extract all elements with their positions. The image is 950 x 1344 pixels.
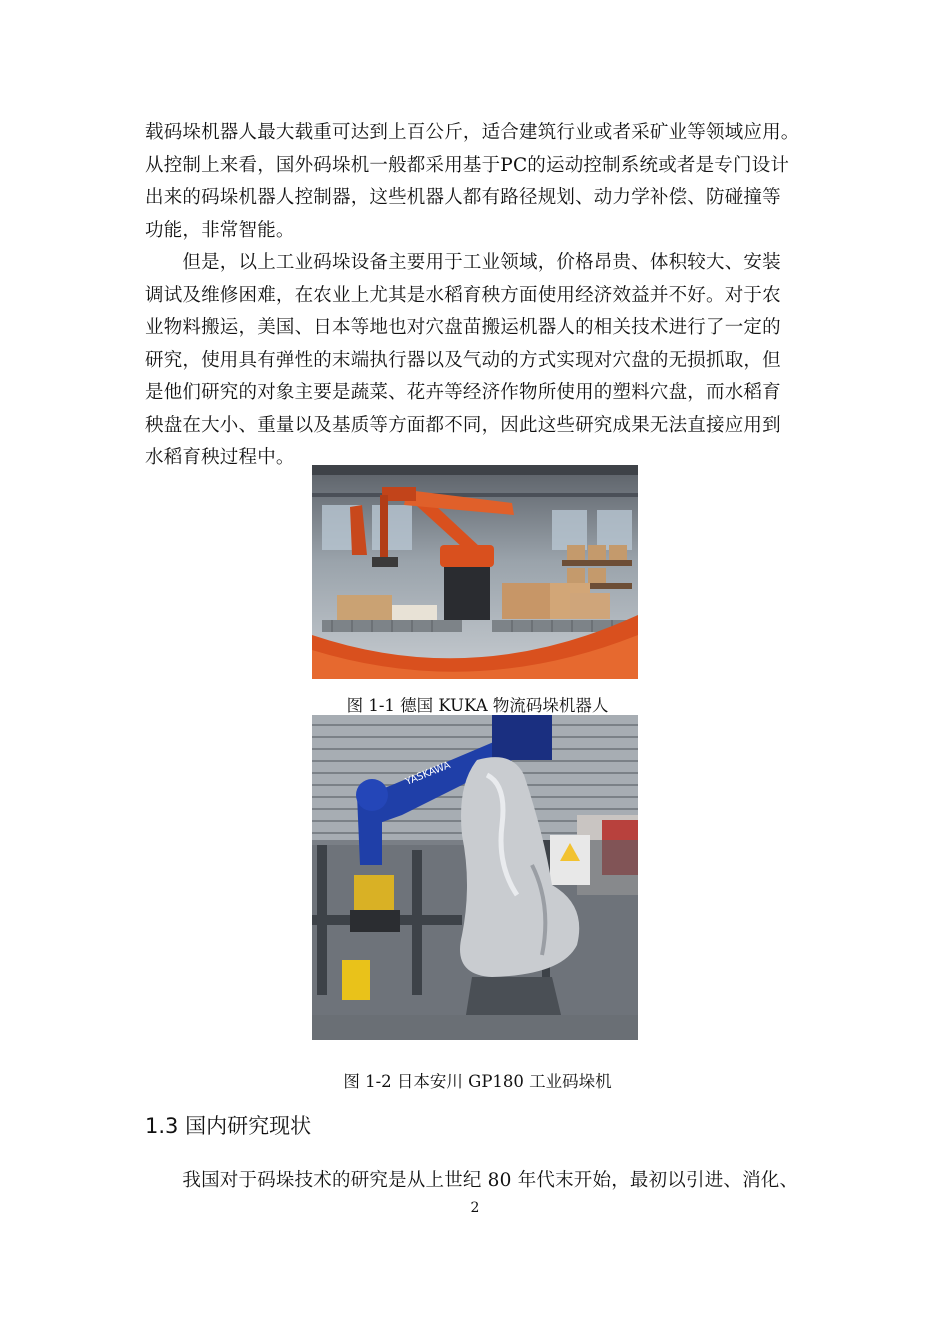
figure-2-caption: 图 1-2 日本安川 GP180 工业码垛机 [343,1072,612,1091]
paragraph-line: 是他们研究的对象主要是蔬菜、花卉等经济作物所使用的塑料穴盘，而水稻育 [145,382,781,403]
figure-yaskawa-photo [312,715,638,1040]
paragraph-2 [145,247,810,475]
figure-kuka-photo [312,465,638,679]
paragraph-line: 载码垛机器人最大载重可达到上百公斤，适合建筑行业或者采矿业等领域应用。 [145,122,800,143]
figure-1-caption: 图 1-1 德国 KUKA 物流码垛机器人 [346,696,609,715]
yaskawa-logo-text: YASKAWA [404,759,453,788]
paragraph-line: 从控制上来看，国外码垛机一般都采用基于PC的运动控制系统或者是专门设计 [145,154,790,176]
page-number: 2 [470,1200,480,1216]
paragraph-line: 水稻育秧过程中。 [145,447,295,468]
paragraph-line: 业物料搬运，美国、日本等地也对穴盘苗搬运机器人的相关技术进行了一定的 [145,317,781,338]
paragraph-3 [145,1165,810,1198]
paragraph-line: 调试及维修困难，在农业上尤其是水稻育秧方面使用经济效益并不好。对于农 [145,284,781,306]
paragraph-line: 但是，以上工业码垛设备主要用于工业领域，价格昂贵、体积较大、安装 [145,252,781,273]
paragraph-line: 我国对于码垛技术的研究是从上世纪 80 年代末开始，最初以引进、消化、 [145,1170,799,1191]
paragraph-line: 出来的码垛机器人控制器，这些机器人都有路径规划、动力学补偿、防碰撞等 [145,187,781,208]
paragraph-line: 秧盘在大小、重量以及基质等方面都不同，因此这些研究成果无法直接应用到 [145,414,781,436]
paragraph-line: 研究，使用具有弹性的末端执行器以及气动的方式实现对穴盘的无损抓取，但 [145,349,781,371]
paragraph-line: 功能，非常智能。 [145,219,295,241]
section-heading: 1.3 国内研究现状 [145,1114,312,1138]
paragraph-1 [145,117,810,247]
